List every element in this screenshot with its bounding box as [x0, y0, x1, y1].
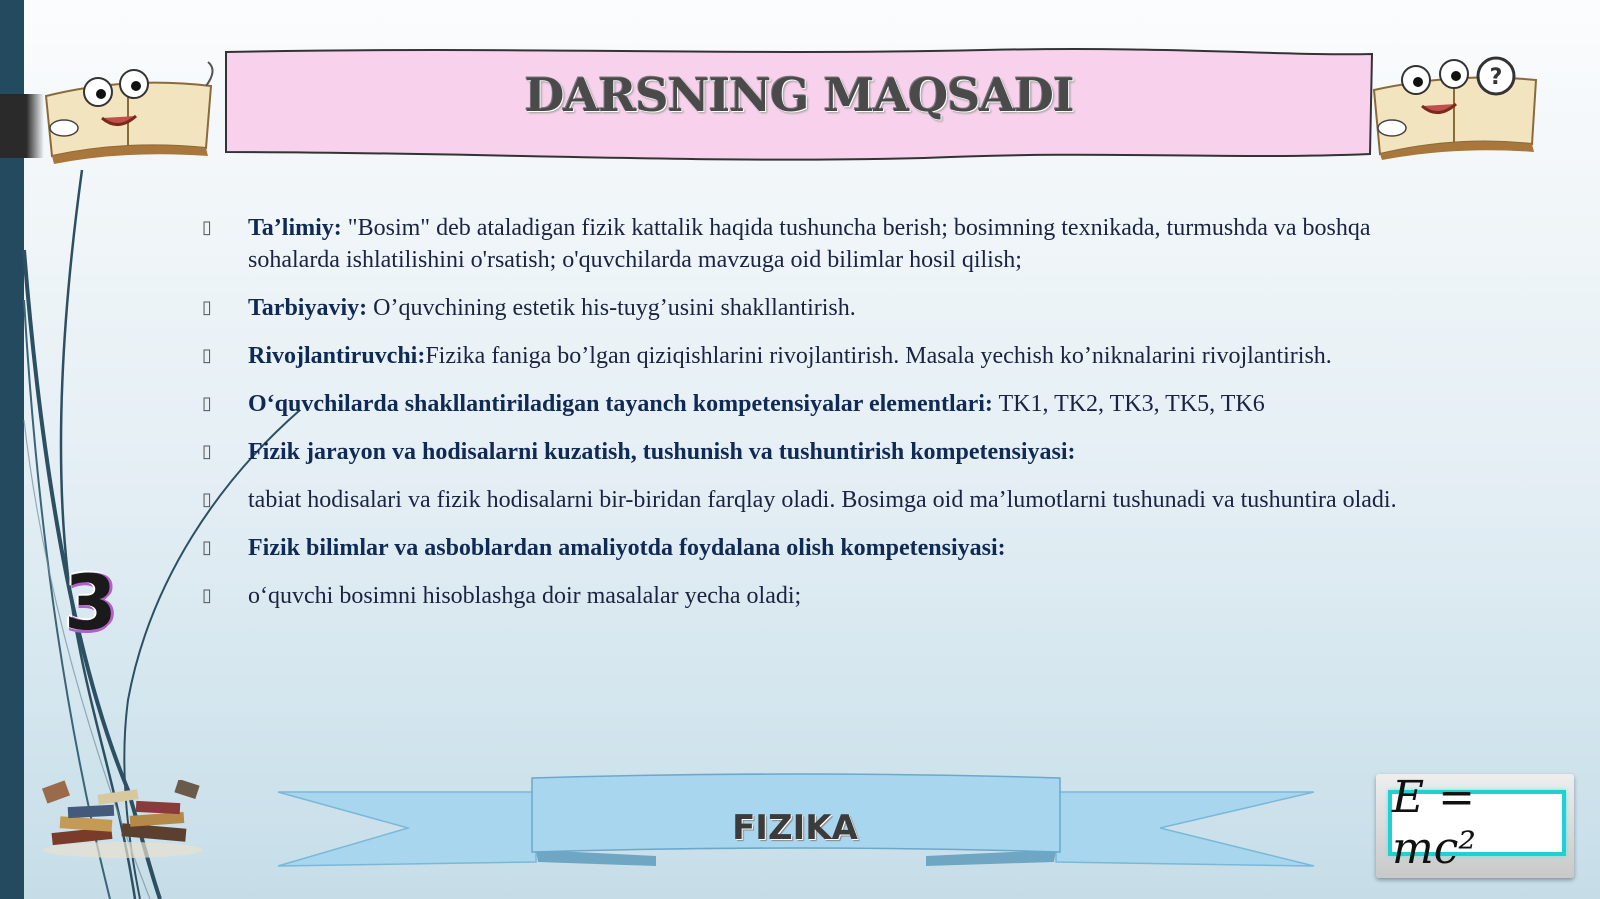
svg-text:?: ? — [1489, 65, 1503, 90]
objectives-list — [196, 212, 1406, 628]
bullet-icon: ▯ — [202, 489, 212, 510]
item-label: Ta’limiy: — [248, 215, 342, 241]
bullet-icon: ▯ — [202, 393, 212, 414]
item-label: O‘quvchilarda shakllantiriladigan tayanch kompetensiyalar elementlari: — [248, 391, 993, 417]
book-character-icon — [36, 56, 220, 166]
item-text: TK1, TK2, TK3, TK5, TK6 — [992, 391, 1265, 417]
item-label: Tarbiyaviy: — [248, 295, 368, 321]
item-text: tabiat hodisalari va fizik hodisalarni bir-biridan farqlay oladi. Bosimga oid ma’lumotlarni tushunadi va tushuntira oladi. — [248, 487, 1397, 513]
list-item — [196, 388, 1406, 420]
item-label: Fizik bilimlar va asboblardan amaliyotda foydalana olish kompetensiyasi: — [248, 535, 1006, 561]
footer-subject: FIZIKA — [732, 808, 858, 848]
list-item — [196, 484, 1406, 516]
list-item — [196, 212, 1406, 276]
formula-box — [1376, 774, 1574, 878]
list-item — [196, 292, 1406, 324]
bullet-icon: ▯ — [202, 537, 212, 558]
slide-number: 3 — [64, 558, 117, 647]
bullet-icon: ▯ — [202, 217, 212, 238]
item-text: "Bosim" deb ataladigan fizik kattalik haqida tushuncha berish; bosimning texnikada, turmushda va boshqa sohalarda ishlatilishini o'rsatish; o'quvchilarda mavzuga oid bilimlar hosil qilish; — [248, 215, 1371, 273]
list-item — [196, 580, 1406, 612]
bullet-icon: ▯ — [202, 585, 212, 606]
item-text: o‘quvchi bosimni hisoblashga doir masalalar yecha oladi; — [248, 583, 802, 609]
bullet-icon: ▯ — [202, 441, 212, 462]
list-item — [196, 532, 1406, 564]
list-item — [196, 340, 1406, 372]
item-label: Fizik jarayon va hodisalarni kuzatish, tushunish va tushuntirish kompetensiyasi: — [248, 439, 1076, 465]
item-text: Fizika faniga bo’lgan qiziqishlarini rivojlantirish. Masala yechish ko’niknalarini rivojlantirish. — [425, 343, 1332, 369]
formula-text: E = mc² — [1388, 790, 1566, 856]
list-item — [196, 436, 1406, 468]
item-text: O’quvchining estetik his-tuyg’usini shakllantirish. — [367, 295, 856, 321]
bullet-icon: ▯ — [202, 345, 212, 366]
book-pile-icon — [38, 780, 208, 860]
book-character-question-icon — [1366, 50, 1550, 160]
page-title: DARSNING MAQSADI — [524, 68, 1074, 122]
bullet-icon: ▯ — [202, 297, 212, 318]
item-label: Rivojlantiruvchi: — [248, 343, 426, 369]
